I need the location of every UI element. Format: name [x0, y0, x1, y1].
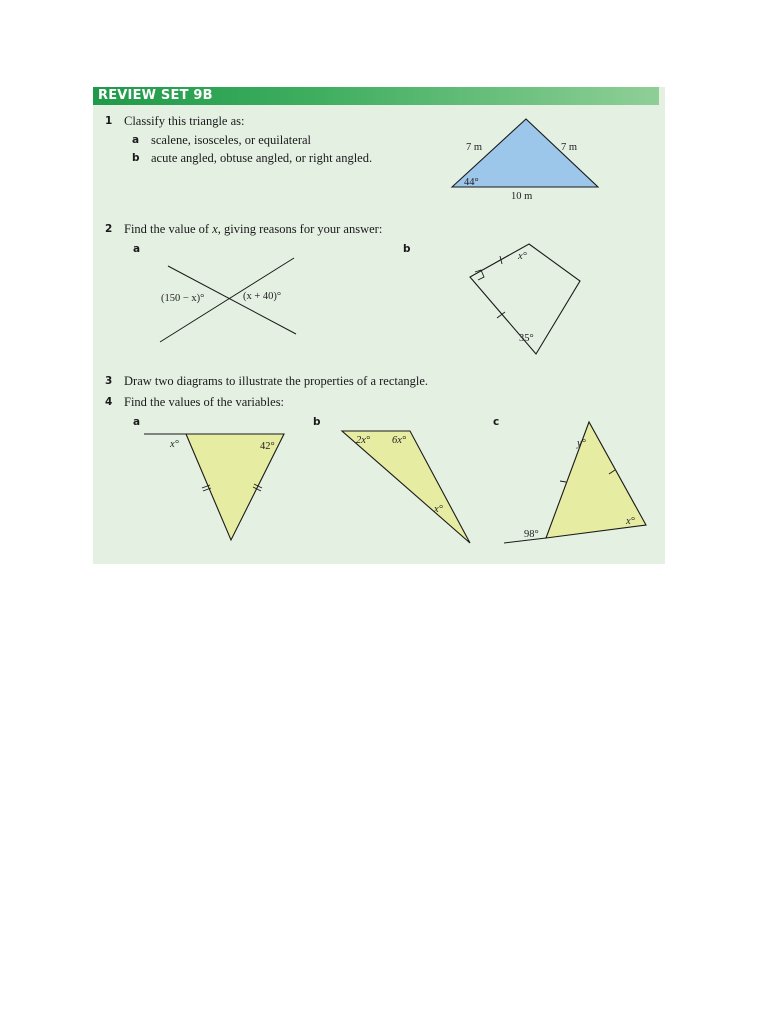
q4a-angle-right: 42° — [260, 441, 275, 452]
q1-side-left: 7 m — [466, 142, 483, 153]
q2-a-label: a — [133, 243, 141, 255]
q1-b-text: acute angled, obtuse angled, or right angled. — [151, 151, 373, 165]
q2b-kite — [470, 244, 580, 354]
q1-triangle-figure — [452, 119, 598, 202]
q4a-triangle-figure — [144, 434, 284, 540]
q3-text: Draw two diagrams to illustrate the properties of a rectangle. — [124, 374, 429, 388]
q2a-angle-right: (x + 40)° — [243, 291, 282, 302]
q1-text: Classify this triangle as: — [124, 114, 245, 128]
section-title: REVIEW SET 9B — [98, 88, 213, 103]
q4c-tick-left — [560, 481, 566, 482]
q4b-triangle-figure — [342, 431, 470, 543]
q1-angle: 44° — [464, 177, 479, 188]
q1-a-text: scalene, isosceles, or equilateral — [151, 133, 311, 147]
q4b-angle-3: x° — [434, 504, 443, 515]
q2a-intersecting-lines — [160, 258, 296, 342]
q4a-angle-left: x° — [170, 439, 179, 450]
q4-a-label: a — [133, 416, 141, 428]
q4-c-label: c — [493, 416, 500, 428]
q2a-angle-left: (150 − x)° — [161, 293, 205, 304]
q1-side-right: 7 m — [561, 142, 578, 153]
q4c-triangle-figure — [504, 422, 646, 543]
q1-number: 1 — [105, 115, 113, 127]
q4-text: Find the values of the variables: — [124, 395, 285, 409]
q4-b-label: b — [313, 416, 321, 428]
q4c-angle-top: y° — [577, 438, 586, 449]
q1-a-label: a — [132, 134, 140, 146]
q2b-angle-bottom: 35° — [519, 333, 534, 344]
q4-number: 4 — [105, 396, 113, 408]
q2-number: 2 — [105, 223, 113, 235]
q3-number: 3 — [105, 375, 113, 387]
q4c-angle-right: x° — [626, 516, 635, 527]
q4b-triangle — [342, 431, 470, 543]
q4b-angle-2: 6x° — [392, 435, 407, 446]
q2b-angle-top: x° — [518, 251, 527, 262]
q1-b-label: b — [132, 152, 140, 164]
q2-text: Find the value of x, giving reasons for your answer: — [124, 222, 383, 236]
q2-b-label: b — [403, 243, 411, 255]
q4b-angle-1: 2x° — [356, 435, 371, 446]
q4c-angle-exterior: 98° — [524, 529, 539, 540]
q1-base: 10 m — [511, 191, 533, 202]
